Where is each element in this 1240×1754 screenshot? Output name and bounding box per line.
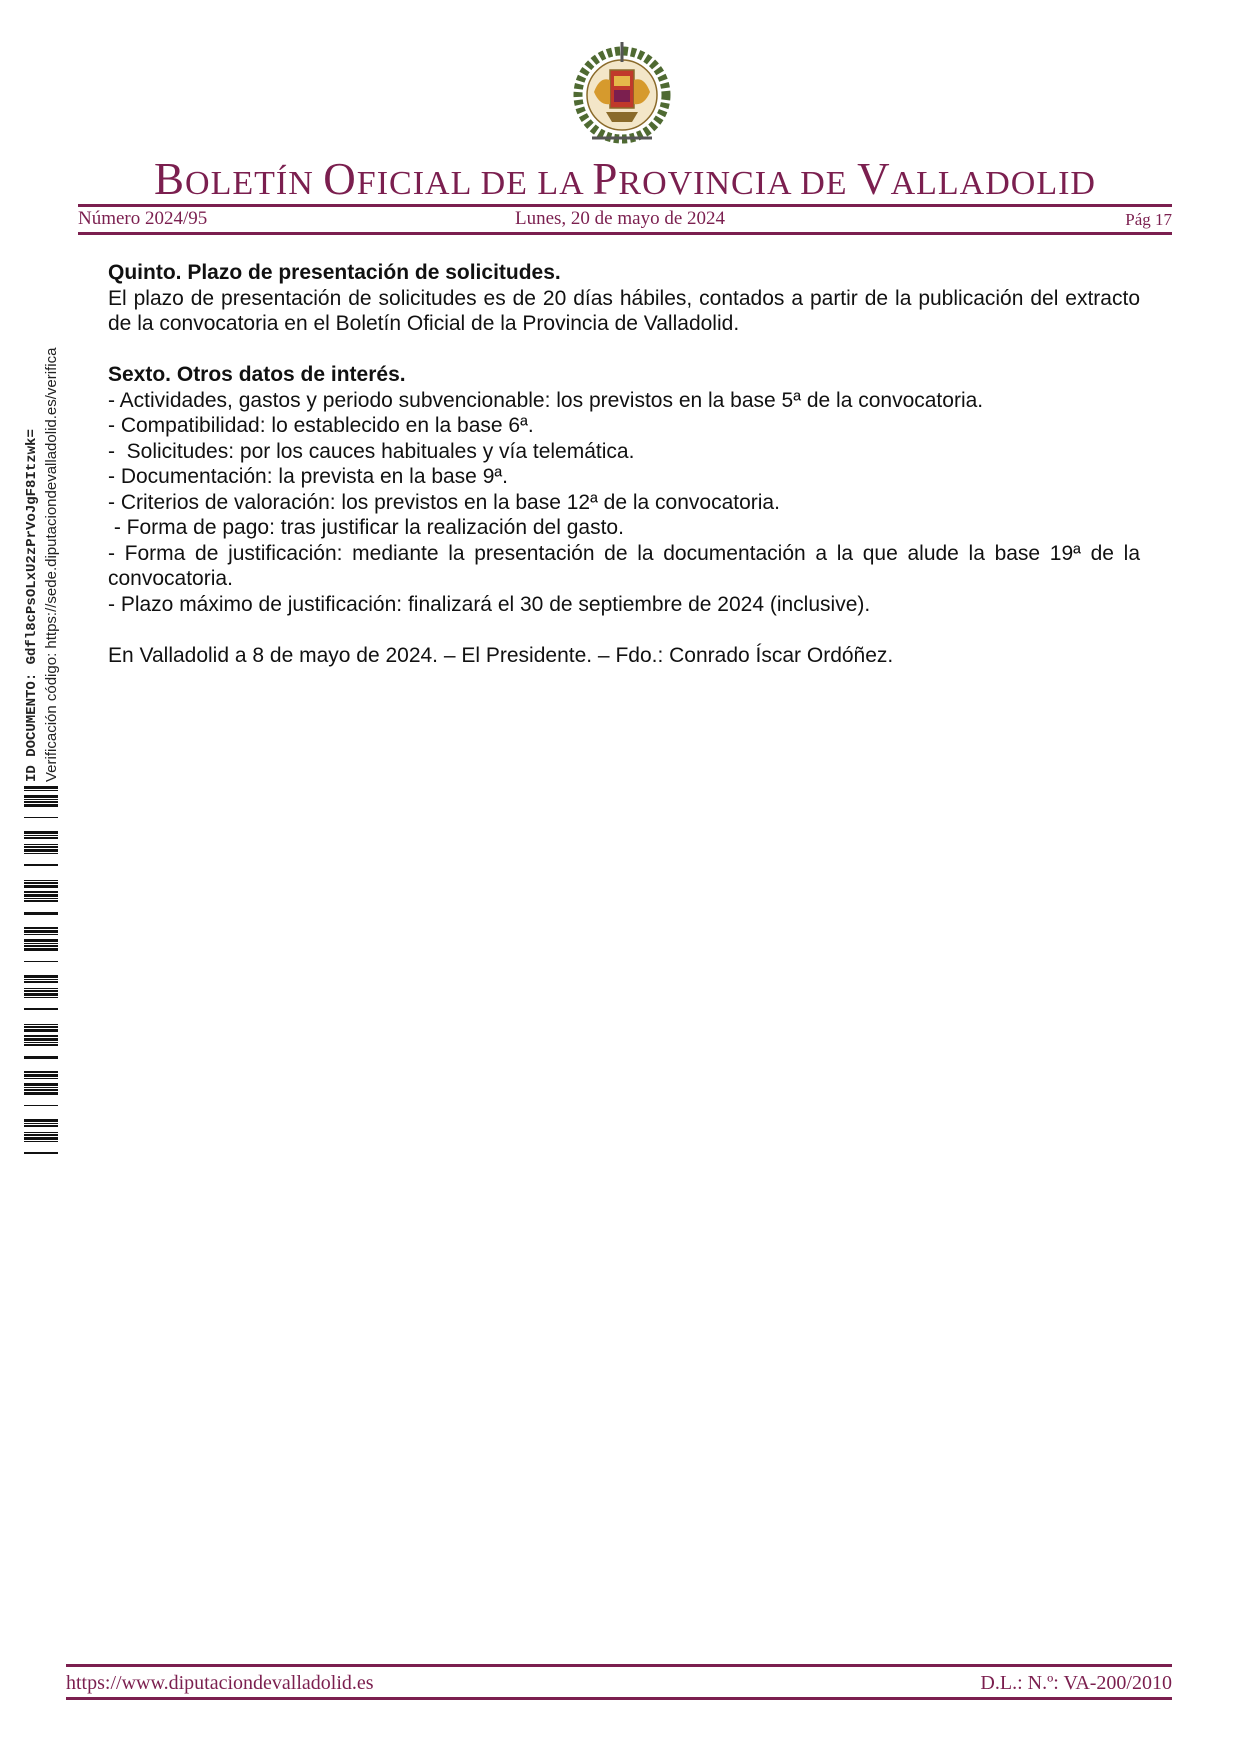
- header-rule-top: [78, 204, 1172, 207]
- list-item: - Compatibilidad: lo establecido en la base 6ª.: [108, 414, 534, 437]
- footer-rule-top: [66, 1664, 1172, 1667]
- section-text-quinto: El plazo de presentación de solicitudes es de 20 días hábiles, contados a partir de la publicación del extracto de la convocatoria en el Boletín Oficial de la Provincia de Valladolid.: [108, 286, 1140, 335]
- document-id: ID DOCUMENTO: Gdfl8cPsOLxU2zPrVoJgF8Itzwk=: [24, 429, 40, 782]
- title-part: ALLADOLID: [890, 165, 1096, 202]
- list-item: - Forma de justificación: mediante la presentación de la documentación a la que alude la base 19ª de la convocatoria.: [108, 541, 1146, 590]
- title-part: B: [154, 154, 186, 204]
- list-item: - Plazo máximo de justificación: finalizará el 30 de septiembre de 2024 (inclusive).: [108, 592, 871, 616]
- barcode-icon: [24, 786, 58, 1164]
- legal-deposit: D.L.: N.º: VA-200/2010: [980, 1672, 1172, 1694]
- title-part: FICIAL DE LA: [356, 165, 593, 202]
- title-part: P: [592, 154, 619, 204]
- verification-url: Verificación código: https://sede.diputaciondevalladolid.es/verifica: [43, 347, 60, 782]
- section-heading-quinto: Quinto. Plazo de presentación de solicitudes.: [108, 261, 561, 284]
- title-part: ROVINCIA DE: [618, 165, 858, 202]
- list-item: - Forma de pago: tras justificar la realización del gasto.: [108, 516, 624, 539]
- title-part: V: [857, 154, 891, 204]
- title-part: OLETÍN: [185, 165, 324, 202]
- coat-of-arms-icon: [572, 40, 672, 150]
- list-item: - Actividades, gastos y periodo subvencionable: los previstos en la base 5ª de la convocatoria.: [108, 388, 984, 412]
- verification-text: [22, 348, 62, 782]
- title-part: O: [323, 154, 357, 204]
- header-rule-bottom: [78, 232, 1172, 235]
- list-item: - Documentación: la prevista en la base 9ª.: [108, 465, 508, 488]
- list-item: - Solicitudes: por los cauces habituales y vía telemática.: [108, 439, 635, 463]
- list-item: - Criterios de valoración: los previstos en la base 12ª de la convocatoria.: [108, 490, 780, 514]
- issue-number: Número 2024/95: [78, 208, 208, 229]
- footer-url: https://www.diputaciondevalladolid.es: [66, 1672, 374, 1694]
- section-heading-sexto: Sexto. Otros datos de interés.: [108, 363, 406, 386]
- page-number: Pág 17: [1125, 210, 1172, 229]
- verification-strip: [22, 296, 62, 1166]
- issue-date: Lunes, 20 de mayo de 2024: [514, 208, 725, 229]
- document-body: [108, 260, 1146, 668]
- signature-line: En Valladolid a 8 de mayo de 2024. – El Presidente. – Fdo.: Conrado Íscar Ordóñez.: [108, 643, 894, 667]
- footer-rule-bottom: [66, 1697, 1172, 1700]
